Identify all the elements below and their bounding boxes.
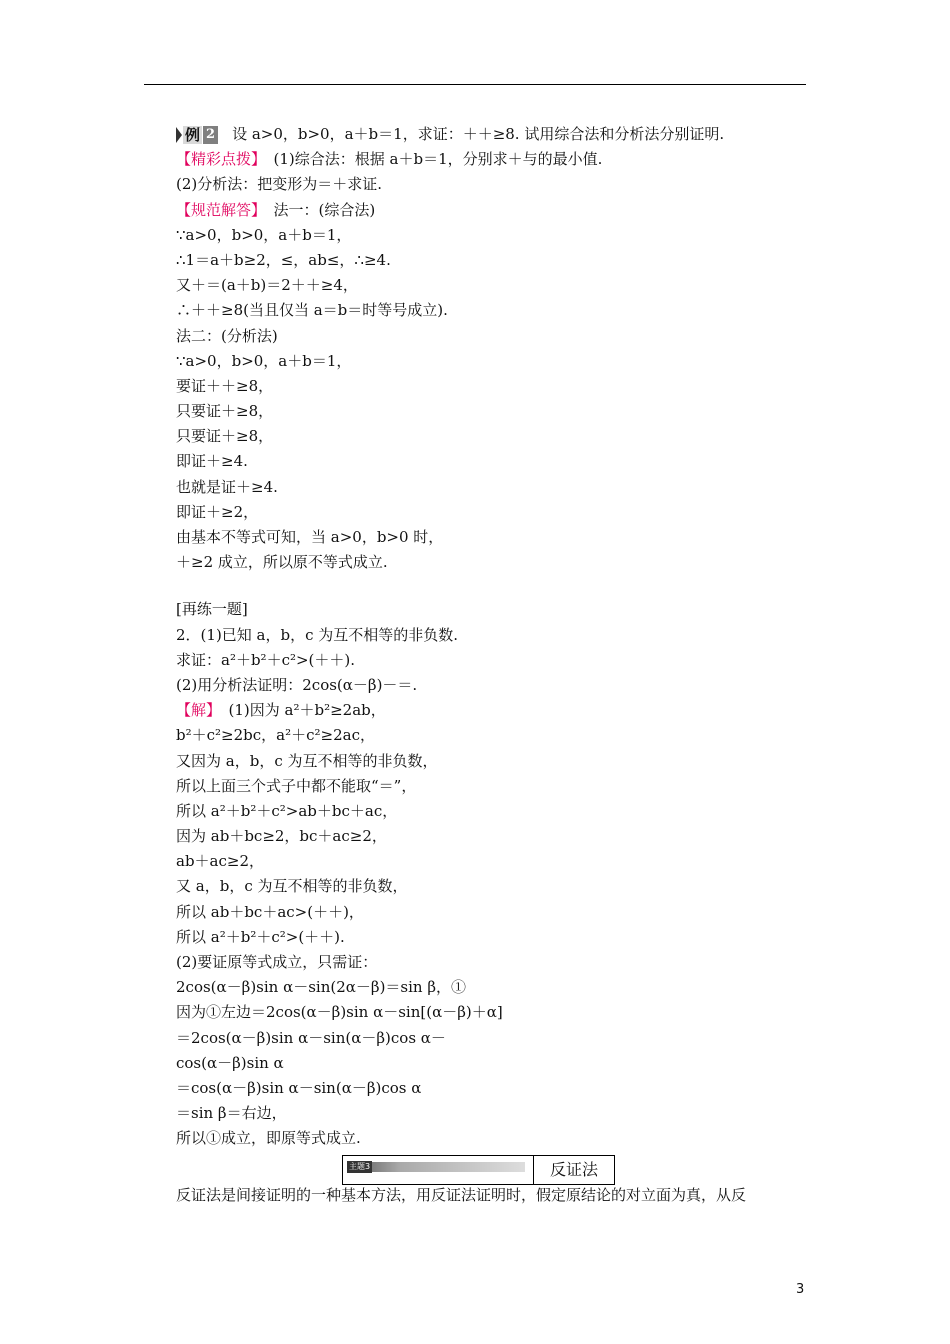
text-line: 只要证＋≥8， [176,427,274,446]
text-line: (2)用分析法证明：2cos(α－β)－＝. [176,675,418,694]
answer-line [176,698,816,723]
text-line: 只要证＋≥8， [176,402,274,421]
text-line: 由基本不等式可知，当 a>0，b>0 时， [176,528,444,546]
text-line: 又＋＝(a＋b)＝2＋＋≥4， [176,276,358,295]
example-problem: 设 a>0，b>0，a＋b＝1，求证：＋＋≥8. 试用综合法和分析法分别证明. [232,125,725,143]
topic-tag: 主题3 [349,1162,371,1171]
topic-header [342,1155,615,1185]
text-line: (2)要证原等式成立，只需证： [176,953,378,971]
text-line: 又 a，b，c 为互不相等的非负数， [176,877,408,896]
text-line: b²＋c²≥2bc，a²＋c²≥2ac， [176,726,375,745]
text-line: ＋≥2 成立，所以原不等式成立. [176,553,388,572]
solution-tag: 【规范解答】 [176,200,259,219]
section-gap [176,575,816,597]
answer-text: (1)因为 a²＋b²≥2ab， [213,701,386,720]
text-line: ∵a>0，b>0，a＋b＝1， [176,351,352,370]
text-line: 法二：(分析法) [176,326,278,345]
closing-paragraph: 反证法是间接证明的一种基本方法，用反证法证明时，假定原结论的对立面为真，从反 [176,1186,747,1204]
text-line: 即证＋≥4. [176,452,248,471]
text-line: 所以 a²＋b²＋c²>ab＋bc＋ac， [176,801,398,820]
text-line: ＝cos(α－β)sin α－sin(α－β)cos α [176,1078,422,1097]
header-rule [144,84,806,85]
solution-text: 法一：(综合法) [258,200,376,219]
text-line: ab＋ac≥2， [176,852,265,871]
example-line [176,122,816,147]
hint-line [176,147,816,172]
text-line: ＝sin β＝右边， [176,1104,287,1123]
page-number: 3 [796,1282,805,1297]
topic-gradient-bar [347,1162,525,1172]
text-line: 所以 ab＋bc＋ac>(＋＋)， [176,902,364,921]
hint-tag: 【精彩点拨】 [176,150,259,169]
text-line: [再练一题] [176,600,248,619]
hint-text: (1)综合法：根据 a＋b＝1，分别求＋与的最小值. [258,150,603,169]
example-label: 例 [185,126,201,145]
text-line: 所以①成立，即原等式成立. [176,1129,361,1148]
text-line: 也就是证＋≥4. [176,477,278,496]
text-line: 所以 a²＋b²＋c²>(＋＋). [176,927,345,946]
text-line: 即证＋≥2， [176,502,259,521]
text-line: ∵a>0，b>0，a＋b＝1， [176,225,352,244]
text-line: (2)分析法：把变形为＝＋求证. [176,175,383,194]
triangle-icon [176,127,182,143]
text-line: 所以上面三个式子中都不能取“＝”， [176,776,417,795]
text-line: 求证：a²＋b²＋c²>(＋＋). [176,650,356,669]
topic-title: 反证法 [533,1156,614,1184]
example-number: 2 [203,126,218,144]
answer-tag: 【解】 [176,701,214,720]
topic-banner [343,1156,533,1184]
text-line: ∴1＝a＋b≥2，≤，ab≤，∴≥4. [176,250,391,269]
page-content [176,122,816,1152]
text-line: ＝2cos(α－β)sin α－sin(α－β)cos α－ [176,1028,446,1047]
text-line: 2cos(α－β)sin α－sin(2α－β)＝sin β，① [176,978,467,997]
example-badge [176,122,218,147]
text-line: 又因为 a，b，c 为互不相等的非负数， [176,751,438,770]
text-line: ∴＋＋≥8(当且仅当 a＝b＝时等号成立). [176,301,448,320]
text-line: cos(α－β)sin α [176,1053,284,1072]
solution-line [176,198,816,223]
text-line: 因为①左边＝2cos(α－β)sin α－sin[(α－β)＋α] [176,1003,503,1022]
text-line: 要证＋＋≥8， [176,376,274,395]
text-line: 因为 ab＋bc≥2，bc＋ac≥2， [176,827,387,846]
text-line: 2．(1)已知 a，b，c 为互不相等的非负数. [176,625,459,644]
